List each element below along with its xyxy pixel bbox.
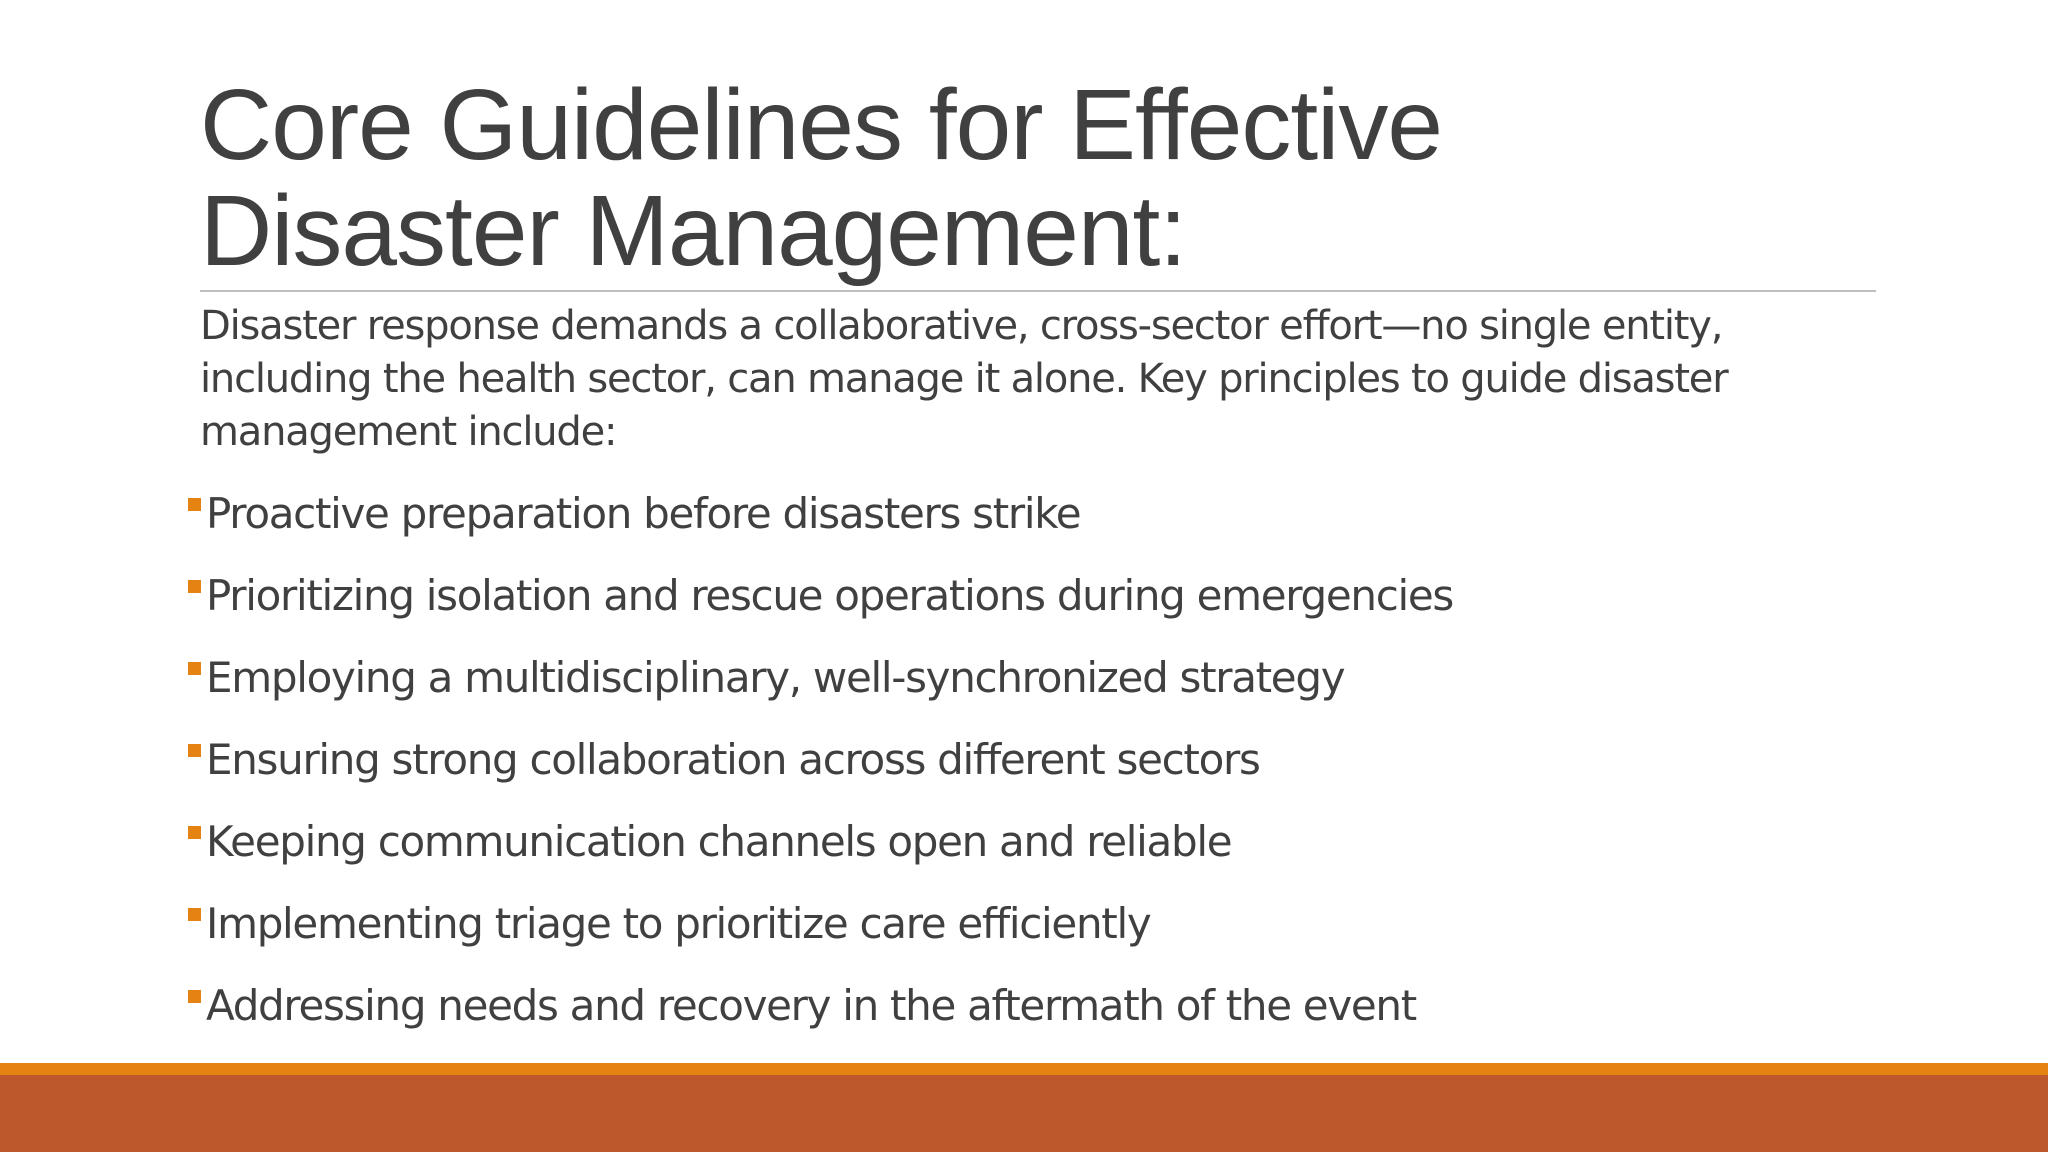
list-item-text: Ensuring strong collaboration across different sectors bbox=[206, 735, 1260, 784]
list-item-text: Addressing needs and recovery in the aftermath of the event bbox=[206, 981, 1416, 1030]
square-bullet-icon bbox=[188, 990, 201, 1003]
list-item bbox=[186, 978, 1926, 1060]
square-bullet-icon bbox=[188, 744, 201, 757]
list-item bbox=[186, 568, 1926, 650]
footer-band bbox=[0, 1075, 2048, 1152]
list-item-text: Implementing triage to prioritize care efficiently bbox=[206, 899, 1151, 948]
list-item bbox=[186, 650, 1926, 732]
square-bullet-icon bbox=[188, 662, 201, 675]
square-bullet-icon bbox=[188, 826, 201, 839]
list-item-text: Employing a multidisciplinary, well-synchronized strategy bbox=[206, 653, 1345, 702]
slide-title-line-1: Core Guidelines for Effective bbox=[200, 69, 1442, 181]
title-divider bbox=[200, 290, 1876, 292]
principles-list bbox=[186, 486, 1926, 1060]
list-item-text: Proactive preparation before disasters strike bbox=[206, 489, 1081, 538]
slide-title-line-2: Disaster Management: bbox=[200, 175, 1187, 287]
list-item bbox=[186, 486, 1926, 568]
list-item bbox=[186, 814, 1926, 896]
list-item-text: Prioritizing isolation and rescue operations during emergencies bbox=[206, 571, 1453, 620]
square-bullet-icon bbox=[188, 498, 201, 511]
square-bullet-icon bbox=[188, 580, 201, 593]
intro-paragraph: Disaster response demands a collaborative, cross-sector effort—no single entity, including the health sector, can manage it alone. Key principles to guide disaster management include: bbox=[200, 303, 1728, 455]
slide-title bbox=[200, 69, 1880, 287]
footer-accent-stripe bbox=[0, 1063, 2048, 1075]
list-item bbox=[186, 896, 1926, 978]
list-item-text: Keeping communication channels open and reliable bbox=[206, 817, 1232, 866]
list-item bbox=[186, 732, 1926, 814]
square-bullet-icon bbox=[188, 908, 201, 921]
